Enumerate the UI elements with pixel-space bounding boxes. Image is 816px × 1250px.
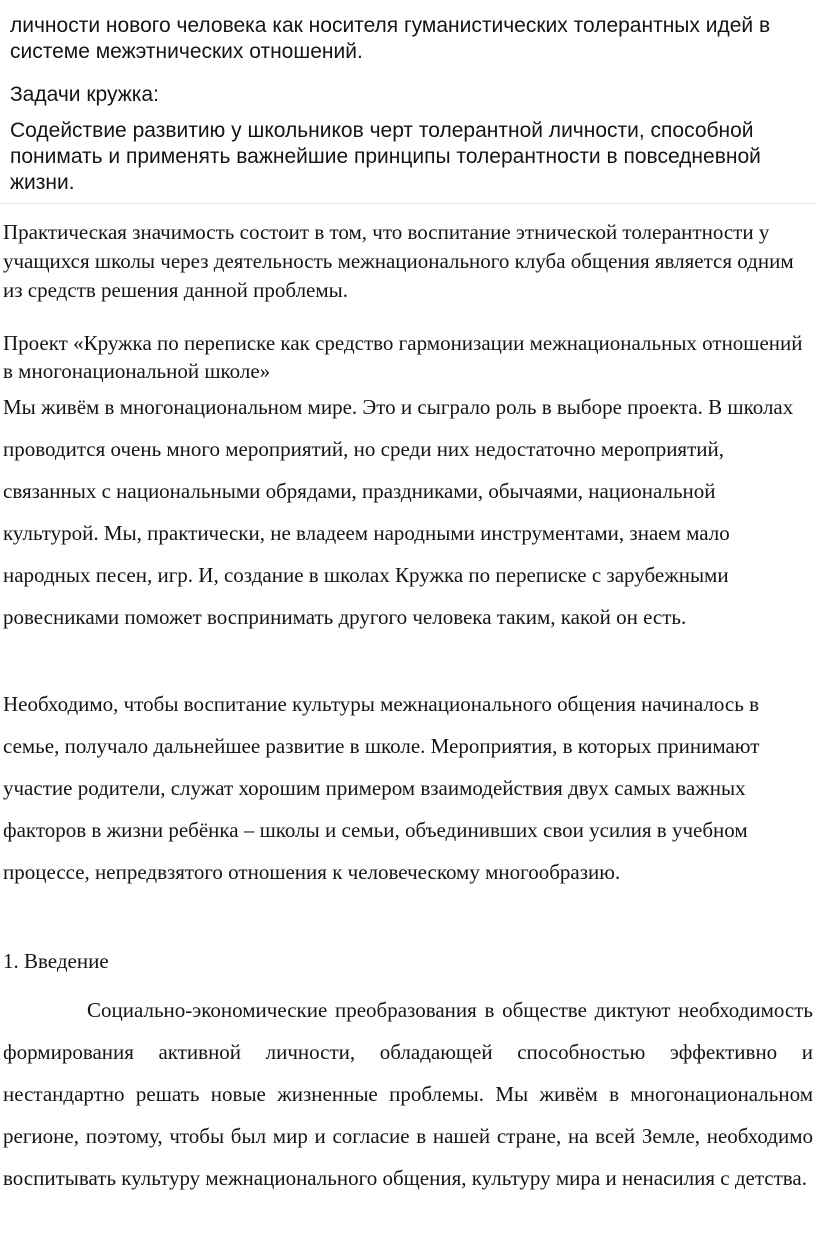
paragraph-multinational-world: Мы живём в многонациональном мире. Это и сыграло роль в выборе проекта. В школах проводится очень много мероприятий, но среди них недостаточно мероприятий, связанных с национальными обрядами, праздниками, обычаями, национальной культурой. Мы, практически, не владеем народными инструментами, знаем мало народных песен, игр. И, создание в школах Кружка по переписке с зарубежными ровесниками поможет воспринимать другого человека таким, какой он есть. (3, 395, 794, 629)
paragraph-family-education: Необходимо, чтобы воспитание культуры межнационального общения начиналось в семье, получало дальнейшее развитие в школе. Мероприятия, в которых принимают участие родители, служат хорошим примером взаимодействия двух самых важных факторов в жизни ребёнка – школы и семьи, объединивших свои усилия в учебном процессе, непредвзятого отношения к человеческому многообразию. (3, 692, 760, 884)
project-title: Проект «Кружка по переписке как средство гармонизации межнациональных отношений в многонациональной школе» (3, 331, 803, 383)
goal-text: личности нового человека как носителя гуманистических толерантных идей в системе межэтнических отношений. (10, 14, 771, 63)
significance-paragraph: Практическая значимость состоит в том, что воспитание этнической толерантности у учащихся школы через деятельность межнационального клуба общения является одним из средств решения данной проблемы. (3, 220, 794, 302)
top-text-block (10, 13, 810, 196)
section-divider (0, 203, 816, 204)
paragraph-social-transformation: Социально-экономические преобразования в обществе диктуют необходимость формирования активной личности, обладающей способностью эффективно и нестандартно решать новые жизненные проблемы. Мы живём в многонациональном регионе, поэтому, чтобы был мир и согласие в нашей стране, на всей Земле, необходимо воспитывать культуру межнационального общения, культуру мира и ненасилия с детства. (3, 998, 813, 1190)
tasks-title: Задачи кружка: (10, 83, 159, 106)
tasks-body: Содействие развитию у школьников черт толерантной личности, способной понимать и применять важнейшие принципы толерантности в повседневной жизни. (10, 119, 761, 194)
section-heading-introduction: 1. Введение (3, 949, 109, 973)
